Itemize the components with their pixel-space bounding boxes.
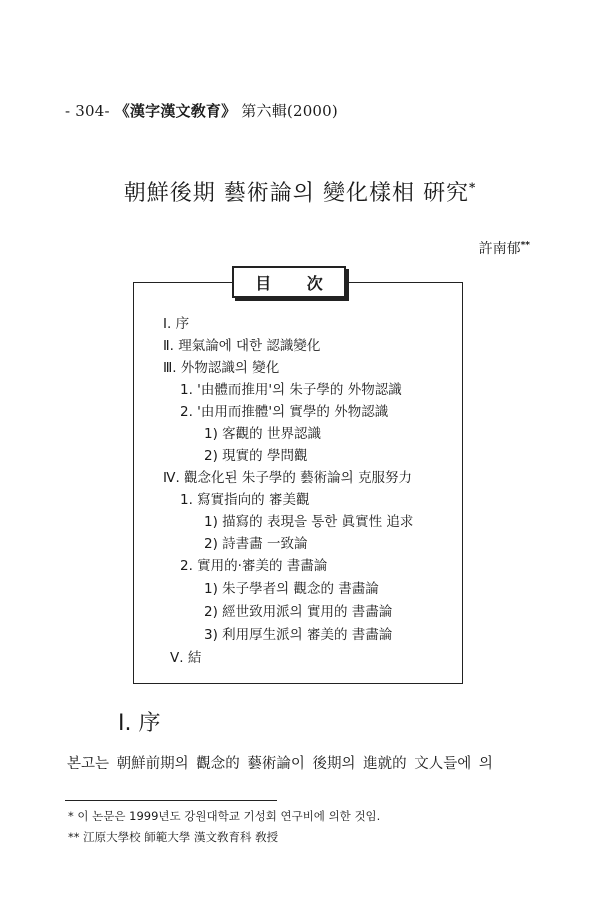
footnote-2: ** 江原大學校 師範大學 漢文敎育科 敎授 (68, 830, 279, 844)
toc-heading: 目 次 (232, 266, 346, 298)
toc-item: 2) 現實的 學問觀 (204, 448, 308, 464)
issue-number: 第六輯(2000) (241, 102, 338, 120)
toc-item: 1. 寫實指向的 審美觀 (180, 492, 310, 508)
toc-item: 1) 朱子學者의 觀念的 書畵論 (204, 581, 379, 597)
author (479, 238, 530, 258)
title-footnote-mark: * (468, 180, 477, 195)
toc-item: 2. 實用的·審美的 書畵論 (180, 558, 328, 574)
toc-item: 1) 描寫的 表現을 통한 眞實性 追求 (204, 514, 414, 530)
body-paragraph: 본고는 朝鮮前期의 觀念的 藝術論이 後期의 進就的 文人들에 의 (67, 756, 493, 772)
toc-item: 2. '由用而推體'의 實學的 外物認識 (180, 404, 389, 420)
footnote-divider (65, 800, 277, 801)
page-number: - 304- (65, 102, 110, 120)
toc-item: 3) 利用厚生派의 審美的 書畵論 (204, 627, 393, 643)
author-footnote-mark: ** (520, 240, 530, 251)
paper-title (0, 176, 600, 207)
toc-item: Ⅱ. 理氣論에 대한 認識變化 (163, 338, 321, 354)
journal-name: 《漢字漢文敎育》 (114, 102, 237, 120)
toc-item: Ⅲ. 外物認識의 變化 (163, 360, 280, 376)
running-header (65, 100, 338, 121)
author-name: 許南郁 (478, 241, 521, 257)
paper-title-text: 朝鮮後期 藝術論의 變化樣相 硏究 (123, 181, 469, 206)
section-heading: Ⅰ. 序 (118, 711, 161, 736)
footnote-1: * 이 논문은 1999년도 강원대학교 기성회 연구비에 의한 것임. (68, 809, 381, 823)
toc-item: Ⅰ. 序 (163, 316, 190, 332)
toc-item: 1) 客觀的 世界認識 (204, 426, 321, 442)
toc-item: 2) 經世致用派의 實用的 書畵論 (204, 604, 393, 620)
toc-item: Ⅳ. 觀念化된 朱子學的 藝術論의 克服努力 (163, 470, 412, 486)
toc-item: 2) 詩書畵 一致論 (204, 536, 308, 552)
toc-item: Ⅴ. 結 (170, 650, 202, 666)
toc-item: 1. '由體而推用'의 朱子學的 外物認識 (180, 382, 402, 398)
